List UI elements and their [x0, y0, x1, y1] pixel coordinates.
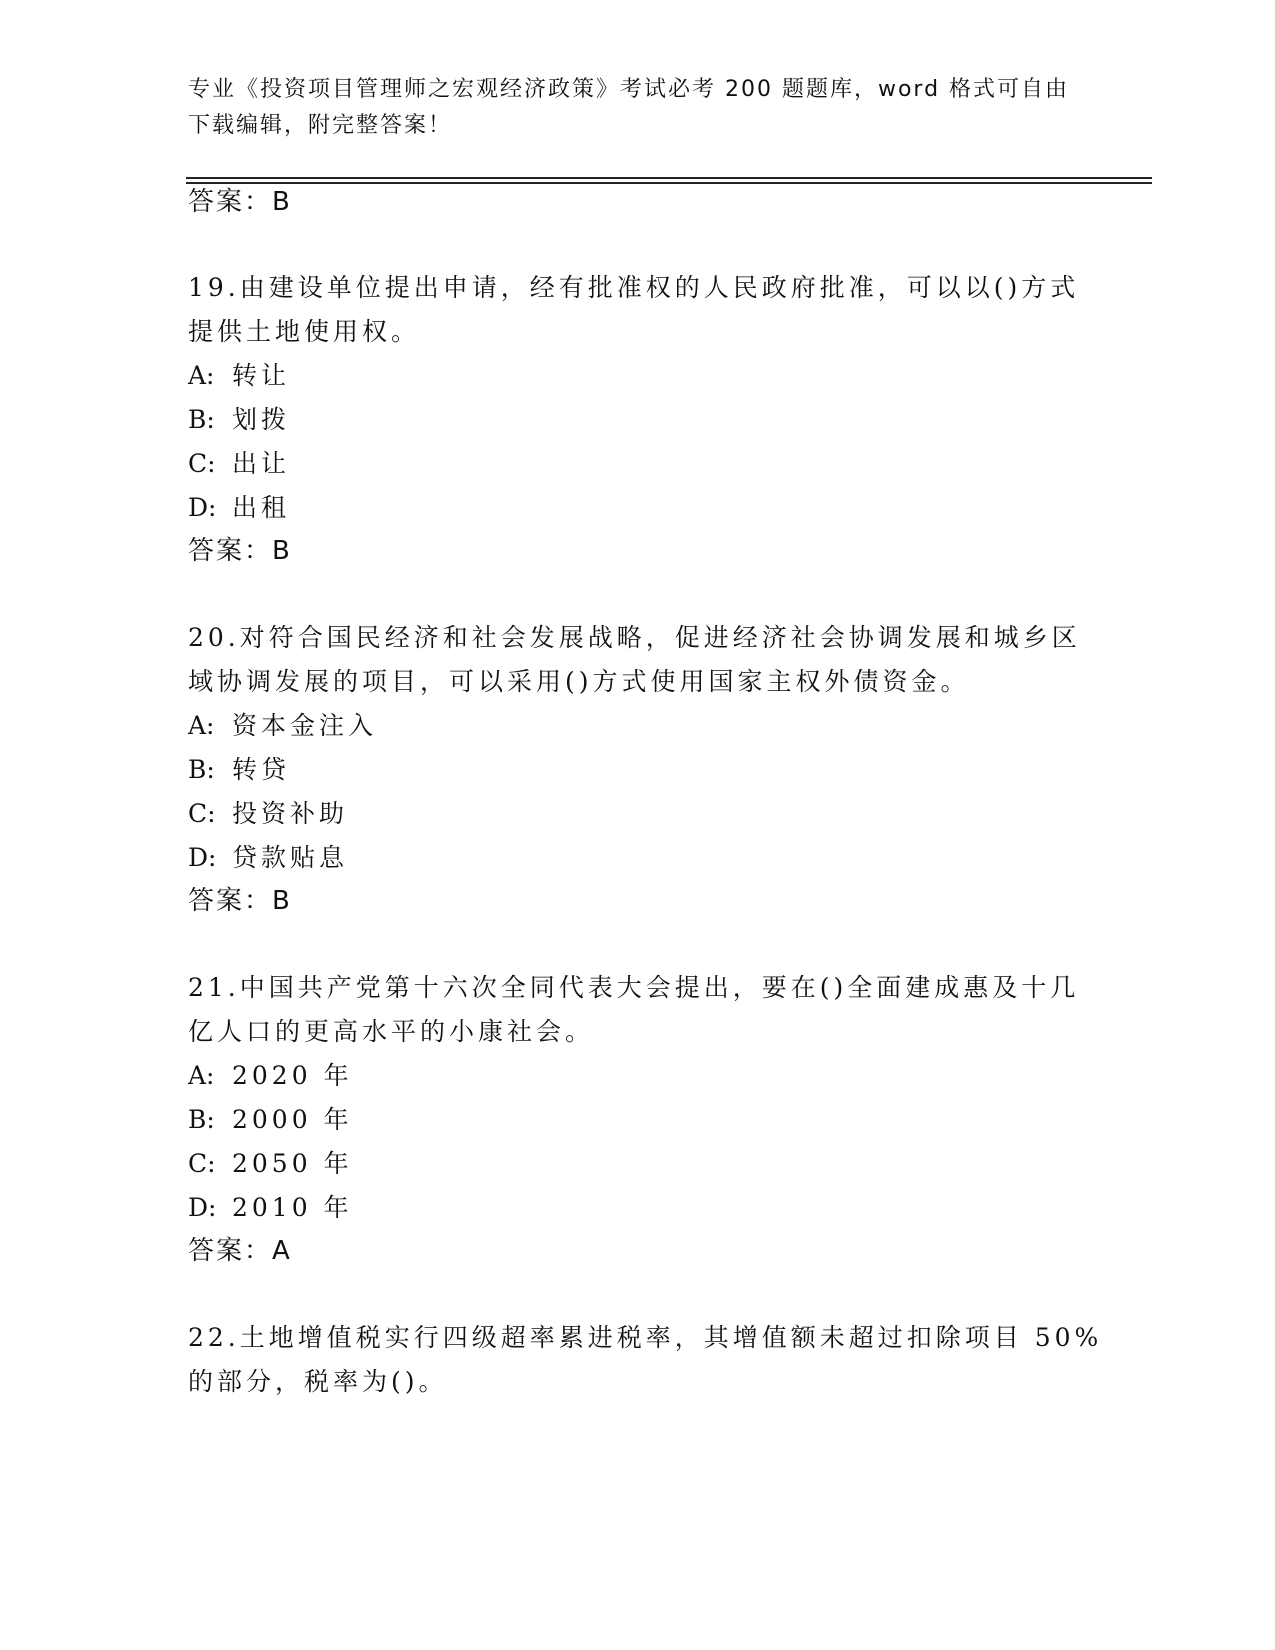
option-text: 出让	[232, 449, 291, 478]
question-21-line-1: 21.中国共产党第十六次全同代表大会提出，要在()全面建成惠及十几	[188, 973, 1080, 1002]
option-key: B:	[188, 405, 215, 434]
option-a	[188, 1060, 353, 1092]
option-a	[188, 360, 290, 392]
option-text: 资本金注入	[232, 711, 378, 740]
header-line-1: 专业《投资项目管理师之宏观经济政策》考试必考 200 题题库，word 格式可自由	[188, 77, 1070, 102]
option-key: B:	[188, 755, 215, 784]
answer-line: 答案：A	[188, 1236, 292, 1266]
question-21-line-2: 亿人口的更高水平的小康社会。	[188, 1017, 595, 1046]
option-text: 投资补助	[232, 799, 349, 828]
document-header	[188, 72, 1088, 144]
option-d	[188, 842, 348, 874]
option-text: 转让	[232, 361, 291, 390]
option-text: 2000 年	[232, 1105, 353, 1134]
option-key: D:	[188, 493, 217, 522]
option-key: C:	[188, 449, 216, 478]
option-key: A:	[188, 1061, 215, 1090]
header-divider-top	[186, 177, 1152, 179]
question-19-line-1: 19.由建设单位提出申请，经有批准权的人民政府批准，可以以()方式	[188, 273, 1080, 302]
option-key: D:	[188, 843, 217, 872]
option-key: C:	[188, 1149, 216, 1178]
option-c	[188, 448, 290, 480]
option-text: 2020 年	[232, 1061, 353, 1090]
question-20-line-1: 20.对符合国民经济和社会发展战略，促进经济社会协调发展和城乡区	[188, 623, 1081, 652]
option-text: 2010 年	[232, 1193, 353, 1222]
option-text: 转贷	[232, 755, 291, 784]
question-19-line-2: 提供土地使用权。	[188, 317, 421, 346]
question-22-line-2: 的部分，税率为()。	[188, 1367, 448, 1396]
option-d	[188, 492, 290, 524]
option-key: A:	[188, 361, 215, 390]
option-text: 划拨	[232, 405, 291, 434]
option-text: 出租	[232, 493, 291, 522]
question-22-line-1: 22.土地增值税实行四级超率累进税率，其增值额未超过扣除项目 50%	[188, 1323, 1103, 1352]
option-c	[188, 798, 348, 830]
option-a	[188, 710, 377, 742]
answer-line: 答案：B	[188, 187, 292, 217]
option-b	[188, 1104, 353, 1136]
option-c	[188, 1148, 353, 1180]
header-line-2: 下载编辑，附完整答案！	[188, 113, 453, 138]
header-divider-bottom	[186, 182, 1152, 184]
option-key: A:	[188, 711, 215, 740]
answer-line: 答案：B	[188, 886, 292, 916]
option-key: D:	[188, 1193, 217, 1222]
answer-line: 答案：B	[188, 536, 292, 566]
option-b	[188, 754, 290, 786]
option-key: B:	[188, 1105, 215, 1134]
option-text: 2050 年	[232, 1149, 353, 1178]
option-d	[188, 1192, 353, 1224]
option-text: 贷款贴息	[232, 843, 349, 872]
option-b	[188, 404, 290, 436]
option-key: C:	[188, 799, 216, 828]
question-20-line-2: 域协调发展的项目，可以采用()方式使用国家主权外债资金。	[188, 667, 970, 696]
